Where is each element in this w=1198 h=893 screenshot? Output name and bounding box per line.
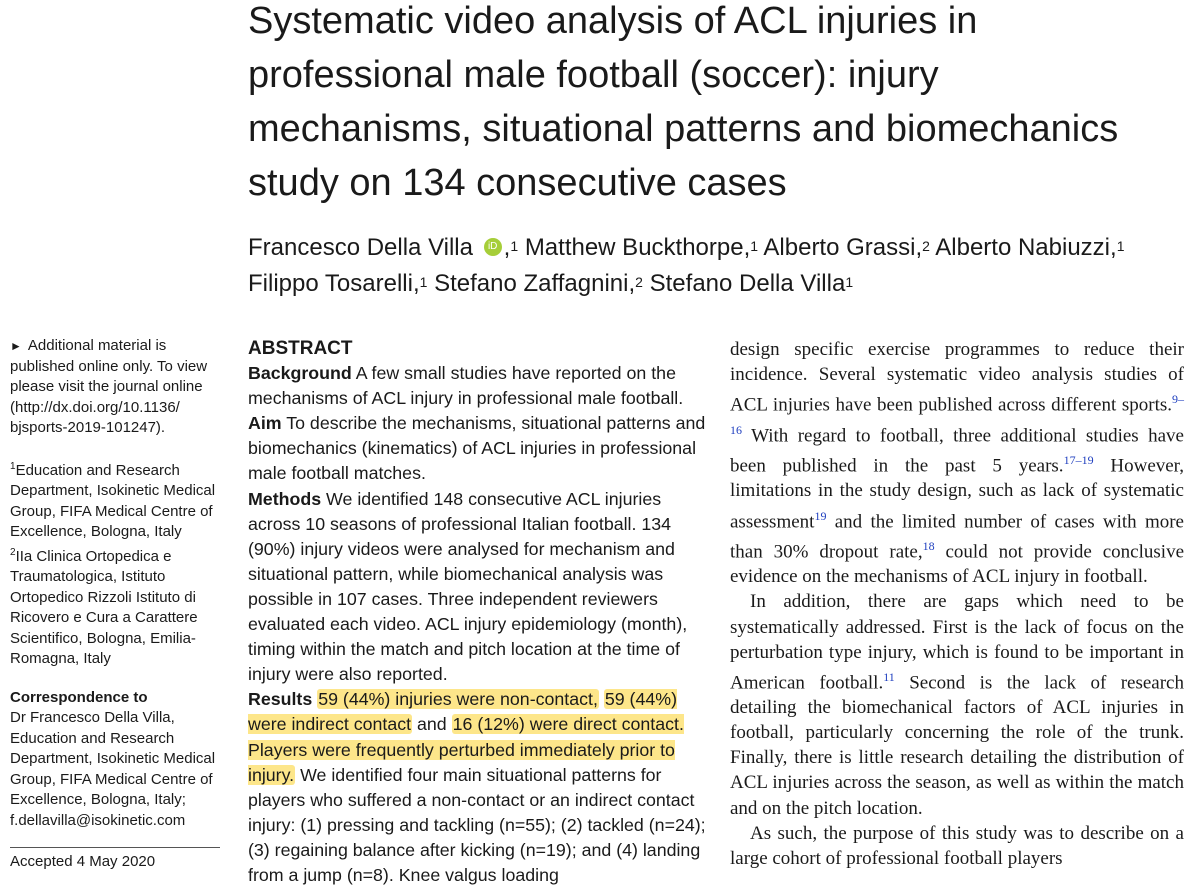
affiliation-marker: 1 <box>750 238 759 254</box>
title-line: professional male football (soccer): injury <box>248 54 939 96</box>
triangle-right-icon: ► <box>10 339 22 353</box>
affiliation-1: $^1$Education and Research Department, Isokinetic Medical Group, FIFA Medical Centre of Excellence, Bologna, Italy <box>10 460 216 540</box>
author[interactable]: Francesco Della Villa <box>248 234 473 261</box>
orcid-icon[interactable]: iD <box>484 238 502 256</box>
highlight: 59 (44%) were indirect contact <box>248 689 677 735</box>
affiliation-marker: 1 <box>419 274 428 290</box>
affiliation-marker: 1 <box>845 274 854 290</box>
correspondence-body[interactable]: Dr Francesco Della Villa, Education and Research Department, Isokinetic Medical Group, FIFA Medical Centre of Excellence, Bologna, Italy; f.dellavilla@isokinetic.com <box>10 709 216 829</box>
affiliation-marker: 1 <box>1116 238 1125 254</box>
body-paragraph: design specific exercise programmes to reduce their incidence. Several systematic video analysis studies of ACL injuries have been published across different sports.$^{9-16}$ With regard to football, three additional studies have been published in the past 5 years.$^{17-19}$ However, limitations in the study design, such as lack of systematic assessment$^{19}$ and the limited number of cases with more than 30% dropout rate,$^{18}$ could not provide conclusive evidence on the mechanisms of ACL injury in football. <box>730 339 1184 588</box>
body-paragraph: As such, the purpose of this study was to describe on a large cohort of professional football players <box>730 822 1184 869</box>
abstract-heading: ABSTRACT <box>248 338 353 359</box>
author[interactable]: Stefano Della Villa <box>649 270 846 297</box>
reference-link[interactable]: 17–19 <box>1063 453 1094 468</box>
abstract-aim: Aim To describe the mechanisms, situational patterns and biomechanics (kinematics) of ACL injuries in professional male football matches. <box>248 413 706 484</box>
reference-link[interactable]: 9–16 <box>730 392 1184 437</box>
abstract-results: Results 59 (44%) injuries were non-contact, 59 (44%) were indirect contact and 16 (12%) were direct contact. Players were frequently perturbed immediately prior to injury. We identified four main situational patterns for players who suffered a non-contact or an indirect contact injury: (1) pressing and tackling (n=55); (2) tackled (n=24); (3) regaining balance after kicking (n=19); and (4) landing from a jump (n=8). Knee valgus loading <box>248 689 706 885</box>
author[interactable]: Alberto Grassi, <box>763 234 923 261</box>
correspondence-heading: Correspondence to <box>10 688 148 706</box>
reference-link[interactable]: 11 <box>883 669 895 684</box>
abstract-background: Background A few small studies have reported on the mechanisms of ACL injury in professional male football. <box>248 363 684 409</box>
body-paragraph: In addition, there are gaps which need to be systematically addressed. First is the lack of focus on the perturbation type injury, which is found to be important in American football.$^{11}$ Second is the lack of research detailing the biomechanical factors of ACL injuries in football, particularly concerning the role of the trunk. Finally, there is little research detailing the distribution of ACL injuries across the season, as well as within the match and on the pitch location. <box>730 591 1184 819</box>
title-line: study on 134 consecutive cases <box>248 162 787 204</box>
author[interactable]: Stefano Zaffagnini, <box>434 270 636 297</box>
article-title <box>248 0 1188 210</box>
title-line: mechanisms, situational patterns and biomechanics <box>248 108 1119 150</box>
reference-link[interactable]: 19 <box>814 508 827 523</box>
affiliation-marker: 2 <box>635 274 643 290</box>
divider <box>10 847 220 848</box>
body-column <box>730 337 1184 871</box>
accepted-date: Accepted 4 May 2020 <box>10 853 156 870</box>
author[interactable]: Alberto Nabiuzzi, <box>935 234 1117 261</box>
author[interactable]: Matthew Buckthorpe, <box>524 234 751 261</box>
abstract <box>248 336 706 888</box>
affiliation-marker: 2 <box>922 238 930 254</box>
author-list: Francesco Della Villa iD ,$^1$ Matthew Buckthorpe,$^1$ Alberto Grassi,$^2$ Alberto Nabiuzzi,$^1$ Filippo Tosarelli,$^1$ Stefano Zaffagnini,$^2$ Stefano Della Villa$^1$ <box>248 234 1125 297</box>
author[interactable]: Filippo Tosarelli, <box>248 270 420 297</box>
sidebar-notes <box>10 336 232 873</box>
title-line: Systematic video analysis of ACL injuries in <box>248 0 978 42</box>
abstract-methods: Methods We identified 148 consecutive ACL injuries across 10 seasons of professional Italian football. 134 (90%) injury videos were analysed for mechanism and situational pattern, while biomechanical analysis was possible in 107 cases. Three independent reviewers evaluated each video. ACL injury epidemiology (month), timing within the match and pitch location at the time of injury were also reported. <box>248 488 688 685</box>
affiliation-2: $^2$IIa Clinica Ortopedica e Traumatologica, Istituto Ortopedico Rizzoli Istituto di Ricovero e Cura a Carattere Scientifico, Bologna, Emilia-Romagna, Italy <box>10 546 198 667</box>
reference-link[interactable]: 18 <box>922 538 935 553</box>
highlight: 16 (12%) were direct contact. Players were frequently perturbed immediately prior to injury. <box>248 714 684 785</box>
highlight: 59 (44%) injuries were non-contact, <box>318 689 598 710</box>
additional-material-note: ► Additional material is published online only. To view please visit the journal online (http://dx.doi.org/10.1136/ bjsports-2019-101247). <box>10 337 208 436</box>
affiliation-marker: 1 <box>510 238 519 254</box>
